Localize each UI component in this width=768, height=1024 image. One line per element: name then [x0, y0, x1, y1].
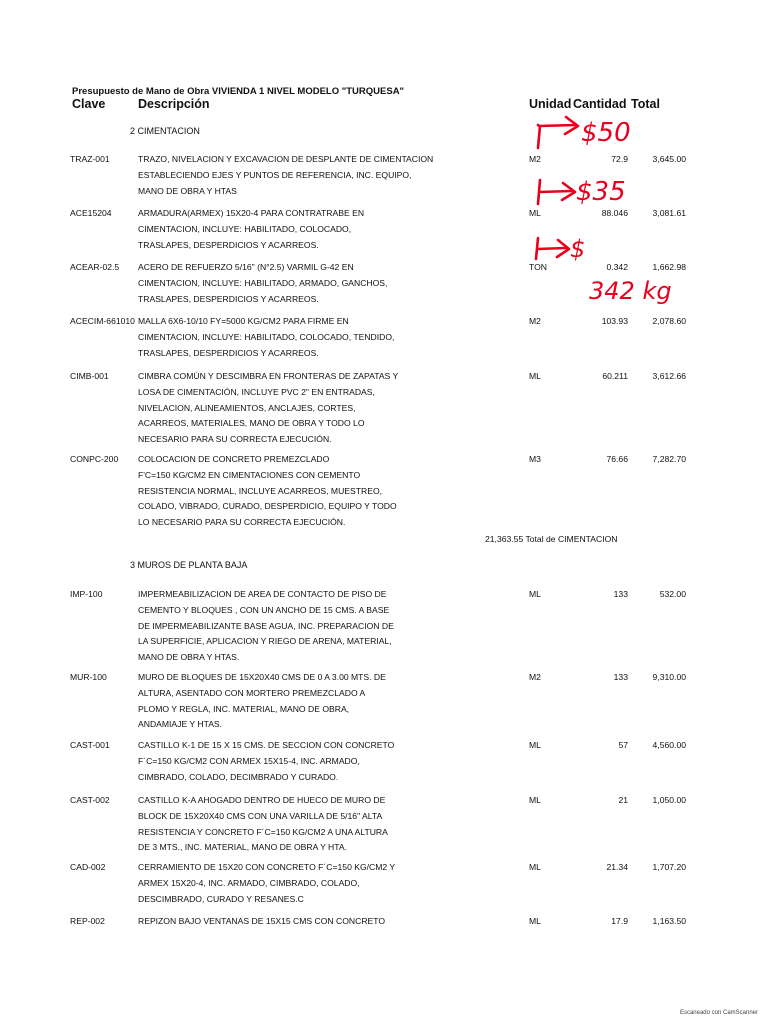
description-line: MURO DE BLOQUES DE 15X20X40 CMS DE 0 A 3.00 MTS. DE	[138, 672, 386, 682]
item-total: 3,612.66	[652, 371, 686, 381]
arrow-mark	[538, 180, 575, 204]
item-unit: TON	[529, 262, 547, 272]
item-total: 7,282.70	[652, 454, 686, 464]
description-line: ACERO DE REFUERZO 5/16" (N°2.5) VARMIL G-42 EN	[138, 262, 354, 272]
item-quantity: 133	[613, 672, 628, 682]
description-line: ARMADURA(ARMEX) 15X20-4 PARA CONTRATRABE EN	[138, 208, 365, 218]
item-total: 2,078.60	[652, 316, 686, 326]
description-line: ANDAMIAJE Y HTAS.	[138, 719, 223, 730]
item-unit: ML	[529, 862, 541, 872]
description-line: ESTABLECIENDO EJES Y PUNTOS DE REFERENCIA, INC. EQUIPO,	[138, 169, 412, 180]
header-unidad: Unidad	[529, 97, 572, 111]
description-line: TRASLAPES, DESPERDICIOS Y ACARREOS.	[138, 293, 319, 304]
description-line: RESISTENCIA Y CONCRETO F´C=150 KG/CM2 A UNA ALTURA	[138, 826, 388, 837]
item-total: 3,645.00	[652, 154, 686, 164]
description-line: CASTILLO K-1 DE 15 X 15 CMS. DE SECCION CON CONCRETO	[138, 740, 395, 750]
description-line: CIMBRA COMÚN Y DESCIMBRA EN FRONTERAS DE ZAPATAS Y	[138, 371, 399, 381]
description-line: F'C=150 KG/CM2 EN CIMENTACIONES CON CEMENTO	[138, 469, 361, 480]
description-line: CERRAMIENTO DE 15X20 CON CONCRETO F´C=150 KG/CM2 Y	[138, 862, 396, 872]
item-total: 1,050.00	[652, 795, 686, 805]
description-line: CIMBRADO, COLADO, DECIMBRADO Y CURADO.	[138, 771, 339, 782]
description-line: DE 3 MTS., INC. MATERIAL, MANO DE OBRA Y HTA.	[138, 842, 347, 853]
item-code: CAST-002	[70, 795, 110, 805]
item-total: 1,163.50	[652, 916, 686, 926]
item-code: ACEAR-02.5	[70, 262, 120, 272]
description-line: F´C=150 KG/CM2 CON ARMEX 15X15-4, INC. ARMADO,	[138, 755, 360, 766]
description-line: LOSA DE CIMENTACIÓN, INCLUYE PVC 2" EN ENTRADAS,	[138, 386, 375, 397]
item-total: 3,081.61	[652, 208, 686, 218]
description-line: MANO DE OBRA Y HTAS	[138, 185, 237, 196]
description-line: ALTURA, ASENTADO CON MORTERO PREMEZCLADO A	[138, 687, 366, 698]
item-code: CAD-002	[70, 862, 106, 872]
description-line: DE IMPERMEABILIZANTE BASE AGUA, INC. PREPARACION DE	[138, 620, 394, 631]
item-description	[138, 206, 438, 253]
description-line: DESCIMBRADO, CURADO Y RESANES.C	[138, 893, 304, 904]
description-line: CEMENTO Y BLOQUES , CON UN ANCHO DE 15 CMS. A BASE	[138, 604, 390, 615]
item-code: IMP-100	[70, 589, 103, 599]
item-unit: M3	[529, 454, 541, 464]
item-quantity: 88.046	[601, 208, 628, 218]
item-quantity: 17.9	[611, 916, 628, 926]
item-quantity: 57	[618, 740, 628, 750]
handwritten-note: $50	[581, 118, 631, 148]
handwritten-note: $	[570, 235, 586, 263]
item-description	[138, 587, 438, 666]
item-unit: ML	[529, 795, 541, 805]
header-descripcion: Descripción	[138, 97, 210, 111]
item-unit: ML	[529, 916, 541, 926]
annotation-50	[538, 117, 631, 148]
item-code: ACECIM-661010	[70, 316, 135, 326]
scanner-watermark: Escaneado con CamScanner	[679, 1010, 758, 1016]
item-description	[138, 369, 438, 448]
header-clave: Clave	[72, 97, 106, 111]
item-code: TRAZ-001	[70, 154, 110, 164]
item-unit: M2	[529, 672, 541, 682]
item-description	[138, 793, 438, 856]
item-total: 1,662.98	[652, 262, 686, 272]
item-quantity: 0.342	[606, 262, 628, 272]
description-line: REPIZON BAJO VENTANAS DE 15X15 CMS CON CONCRETO	[138, 916, 386, 926]
arrow-mark	[538, 117, 578, 148]
description-line: TRASLAPES, DESPERDICIOS Y ACARREOS.	[138, 239, 319, 250]
description-line: CIMENTACION, INCLUYE: HABILITADO, COLOCADO,	[138, 223, 352, 234]
item-unit: M2	[529, 154, 541, 164]
item-unit: ML	[529, 371, 541, 381]
item-unit: ML	[529, 589, 541, 599]
description-line: CIMENTACION, INCLUYE: HABILITADO, ARMADO, GANCHOS,	[138, 277, 388, 288]
item-unit: ML	[529, 208, 541, 218]
header-total: Total	[631, 97, 660, 111]
item-quantity: 21	[618, 795, 628, 805]
description-line: ARMEX 15X20-4, INC. ARMADO, CIMBRADO, COLADO,	[138, 877, 360, 888]
header-cantidad: Cantidad	[573, 97, 627, 111]
description-line: BLOCK DE 15X20X40 CMS CON UNA VARILLA DE 5/16" ALTA	[138, 810, 383, 821]
handwritten-note: $35	[576, 177, 626, 207]
description-line: LA SUPERFICIE, APLICACION Y RIEGO DE ARENA, MATERIAL,	[138, 636, 392, 647]
item-quantity: 21.34	[606, 862, 628, 872]
description-line: TRAZO, NIVELACION Y EXCAVACION DE DESPLANTE DE CIMENTACION	[138, 154, 434, 164]
description-line: COLOCACION DE CONCRETO PREMEZCLADO	[138, 454, 330, 464]
item-total: 9,310.00	[652, 672, 686, 682]
description-line: NECESARIO PARA SU CORRECTA EJECUCIÓN.	[138, 434, 332, 445]
item-code: REP-002	[70, 916, 105, 926]
annotation-342kg	[589, 277, 672, 305]
description-line: TRASLAPES, DESPERDICIOS Y ACARREOS.	[138, 347, 319, 358]
item-quantity: 103.93	[601, 316, 628, 326]
item-total: 4,560.00	[652, 740, 686, 750]
item-code: MUR-100	[70, 672, 107, 682]
item-description	[138, 914, 438, 930]
item-total: 1,707.20	[652, 862, 686, 872]
item-description	[138, 860, 438, 907]
description-line: LO NECESARIO PARA SU CORRECTA EJECUCIÓN.	[138, 517, 346, 528]
description-line: RESISTENCIA NORMAL, INCLUYE ACARREOS, MUESTREO,	[138, 485, 383, 496]
item-unit: ML	[529, 740, 541, 750]
item-quantity: 133	[613, 589, 628, 599]
handwritten-note: 342 kg	[589, 277, 672, 305]
item-description	[138, 260, 438, 307]
description-line: ACARREOS, MATERIALES, MANO DE OBRA Y TODO LO	[138, 418, 365, 429]
item-quantity: 76.66	[606, 454, 628, 464]
item-code: CIMB-001	[70, 371, 109, 381]
item-code: CAST-001	[70, 740, 110, 750]
item-description	[138, 314, 438, 361]
description-line: CIMENTACION, INCLUYE: HABILITADO, COLOCADO, TENDIDO,	[138, 331, 395, 342]
description-line: MANO DE OBRA Y HTAS.	[138, 652, 240, 663]
item-description	[138, 670, 438, 733]
item-description	[138, 452, 438, 531]
subtotal-amount: 21,363.55	[485, 534, 524, 544]
subtotal-label: Total de CIMENTACION	[525, 534, 618, 544]
item-code: CONPC-200	[70, 454, 119, 464]
description-line: COLADO, VIBRADO, CURADO, DESPERDICIO, EQUIPO Y TODO	[138, 501, 397, 512]
description-line: PLOMO Y REGLA, INC. MATERIAL, MANO DE OBRA,	[138, 703, 350, 714]
section-title: 2 CIMENTACION	[130, 126, 200, 136]
description-line: MALLA 6X6-10/10 FY=5000 KG/CM2 PARA FIRME EN	[138, 316, 349, 326]
annotation-dollar	[536, 235, 585, 263]
document-title: Presupuesto de Mano de Obra VIVIENDA 1 NIVEL MODELO "TURQUESA"	[72, 86, 405, 97]
section-subtotal	[485, 534, 617, 544]
item-quantity: 72.9	[611, 154, 628, 164]
item-quantity: 60.211	[602, 371, 628, 381]
item-unit: M2	[529, 316, 541, 326]
description-line: CASTILLO K-A AHOGADO DENTRO DE HUECO DE MURO DE	[138, 795, 386, 805]
description-line: NIVELACION, ALINEAMIENTOS, ANCLAJES, CORTES,	[138, 402, 356, 413]
item-code: ACE15204	[70, 208, 112, 218]
arrow-mark	[536, 238, 569, 259]
item-description	[138, 738, 438, 785]
section-title: 3 MUROS DE PLANTA BAJA	[130, 560, 248, 570]
description-line: IMPERMEABILIZACION DE AREA DE CONTACTO DE PISO DE	[138, 589, 387, 599]
item-description	[138, 152, 438, 199]
annotation-35	[538, 177, 626, 207]
item-total: 532.00	[659, 589, 686, 599]
